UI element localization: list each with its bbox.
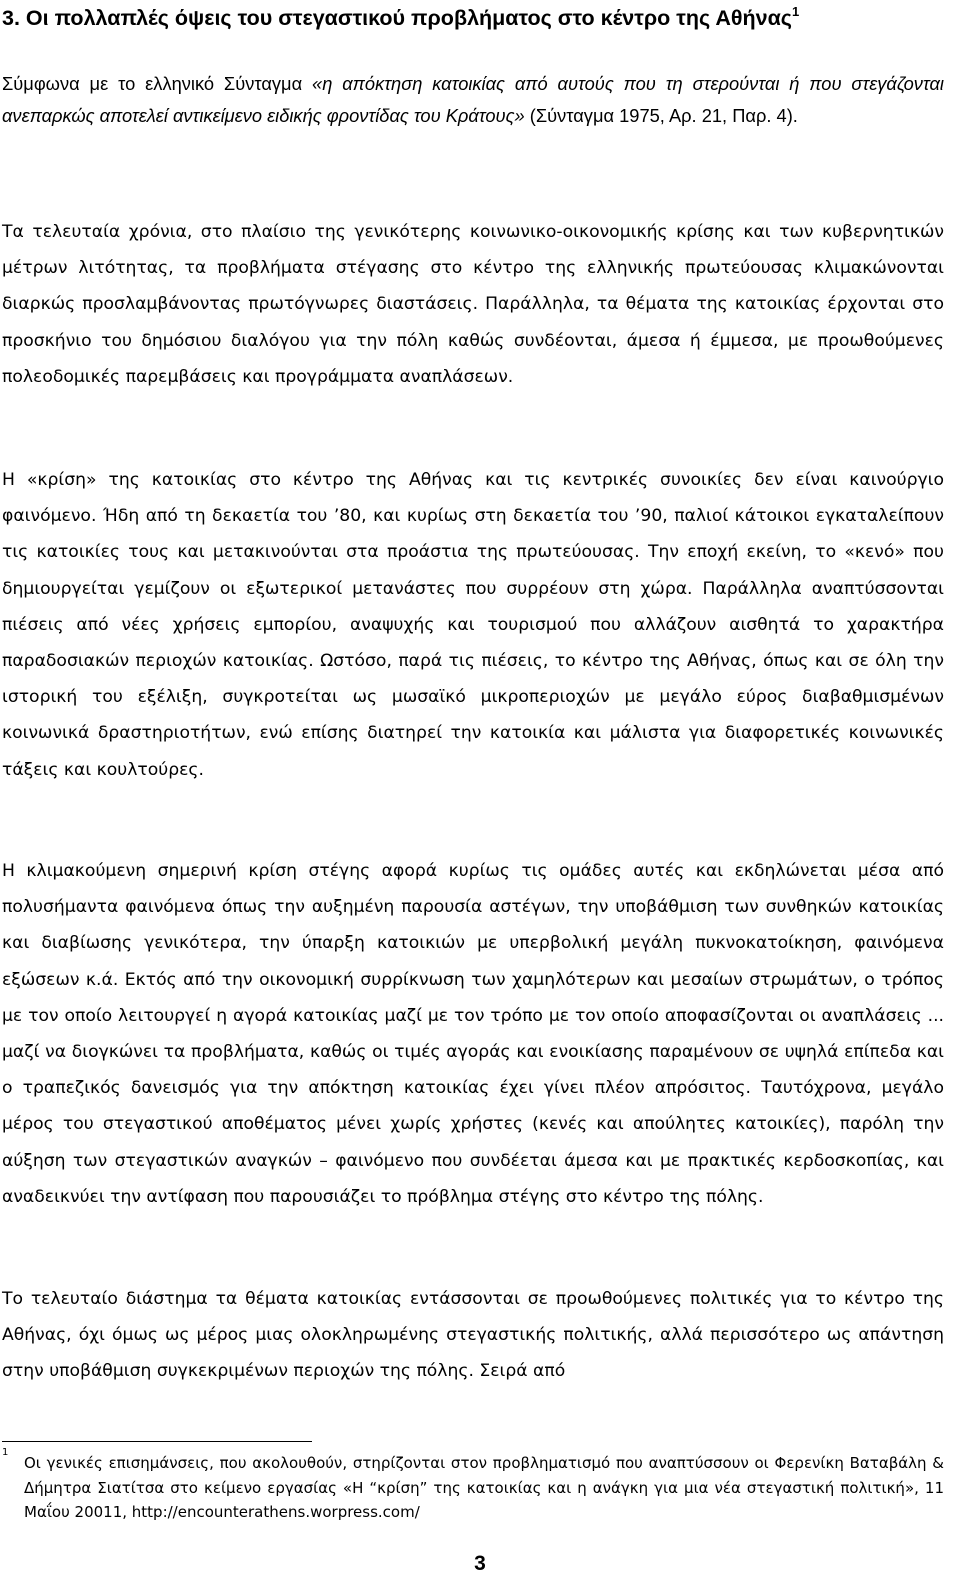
body-paragraph-3: Η κλιμακούμενη σημερινή κρίση στέγης αφορά κυρίως τις ομάδες αυτές και εκδηλώνεται μέσα από πολυσήμαντα φαινόμενα όπως την αυξημένη παρουσία αστέγων, την υποβάθμιση των συνθηκών κατοικίας και διαβίωσης γενικότερα, την ύπαρξη κατοικιών με υπερβολική μεγάλη πυκνοκατοίκηση, φαινόμενα εξώσεων κ.ά. Εκτός από την οικονομική συρρίκνωση των χαμηλότερων και μεσαίων στρωμάτων, ο τρόπος με τον οποίο λειτουργεί η αγορά κατοικίας μαζί με τον τρόπο με τον οποίο αποφασίζονται οι αναπλάσεις ... μαζί να διογκώνει τα προβλήματα, καθώς οι τιμές αγοράς και ενοικίασης παραμένουν σε υψηλά επίπεδα και ο τραπεζικός δανεισμός για την απόκτηση κατοικίας έχει γίνει πλέον απρόσιτος. Ταυτόχρονα, μεγάλο μέρος του στεγαστικού αποθέματος μένει χωρίς χρήστες (κενές και απούλητες κατοικίες), παρόλη την αύξηση των στεγαστικών αναγκών – φαινόμενο που συνδέεται άμεσα και με πρακτικές κερδοσκοπίας, και αναδεικνύει την αντίφαση που παρουσιάζει το πρόβλημα στέγης στο κέντρο της πόλης.: [2, 861, 944, 1207]
footnote-mark: 1: [2, 1447, 9, 1458]
constitution-citation: (Σύνταγμα 1975, Αρ. 21, Παρ. 4).: [524, 105, 798, 127]
body-paragraph-1: Τα τελευταία χρόνια, στο πλαίσιο της γενικότερης κοινωνικο-οικονομικής κρίσης και των κυβερνητικών μέτρων λιτότητας, τα προβλήματα στέγασης στο κέντρο της ελληνικής πρωτεύουσας κλιμακώνονται διαρκώς προσλαμβάνοντας πρωτόγνωρες διαστάσεις. Παράλληλα, τα θέματα της κατοικίας έρχονται στο προσκήνιο του δημόσιου διαλόγου για την πόλη καθώς συνδέονται, άμεσα ή έμμεσα, με προωθούμενες πολεοδομικές παρεμβάσεις και προγράμματα αναπλάσεων.: [2, 222, 944, 387]
section-heading: [2, 4, 958, 32]
body-paragraph-2: Η «κρίση» της κατοικίας στο κέντρο της Αθήνας και τις κεντρικές συνοικίες δεν είναι καινούργιο φαινόμενο. Ήδη από τη δεκαετία του ’80, και κυρίως στη δεκαετία του ’90, παλιοί κάτοικοι εγκαταλείπουν τις κατοικίες τους και μετακινούνται στα προάστια της πρωτεύουσας. Την εποχή εκείνη, το «κενό» που δημιουργείται γεμίζουν οι εξωτερικοί μετανάστες που συρρέουν στη χώρα. Παράλληλα αναπτύσσονται πιέσεις από νέες χρήσεις εμπορίου, αναψυχής και τουρισμού που αλλάζουν αισθητά το χαρακτήρα παραδοσιακών περιοχών κατοικίας. Ωστόσο, παρά τις πιέσεις, το κέντρο της Αθήνας, όπως και σε όλη την ιστορική του εξέλιξη, συγκροτείται ως μωσαϊκό μικροπεριοχών με μεγάλο εύρος διαβαθμισμένων κοινωνικά δραστηριοτήτων, ενώ επίσης διατηρεί την κατοικία και μάλιστα για διαφορετικές κοινωνικές τάξεις και κουλτούρες.: [2, 470, 944, 780]
footnote-text: Οι γενικές επισημάνσεις, που ακολουθούν, στηρίζονται στον προβληματισμό που αναπτύσσουν οι Φερενίκη Βαταβάλη & Δήμητρα Σιατίτσα στο κείμενο εργασίας «Η “κρίση” της κατοικίας και η ανάγκη για μια νέα στεγαστική πολιτική», 11 Μαΐου 20011, http://encounterathens.worpress.com/: [24, 1454, 944, 1521]
constitution-quote: «η απόκτηση κατοικίας από αυτούς που τη στερούνται ή που στεγάζονται ανεπαρκώς αποτελεί αντικείμενο ειδικής φροντίδας του Κράτους»: [2, 73, 944, 127]
intro-lead: Σύμφωνα με το ελληνικό Σύνταγμα: [2, 73, 313, 94]
footnote: [2, 1447, 944, 1525]
intro-paragraph: [2, 68, 944, 133]
footnote-separator: [2, 1441, 312, 1442]
page-number: 3: [474, 1552, 486, 1575]
section-heading-text: 3. Οι πολλαπλές όψεις του στεγαστικού προβλήματος στο κέντρο της Αθήνας: [2, 6, 792, 30]
footnote-reference[interactable]: 1: [792, 4, 800, 19]
body-paragraph-4: Το τελευταίο διάστημα τα θέματα κατοικίας εντάσσονται σε προωθούμενες πολιτικές για το κέντρο της Αθήνας, όχι όμως ως μέρος μιας ολοκληρωμένης στεγαστικής πολιτικής, αλλά περισσότερο ως απάντηση στην υποβάθμιση συγκεκριμένων περιοχών της πόλης. Σειρά από: [2, 1289, 944, 1382]
